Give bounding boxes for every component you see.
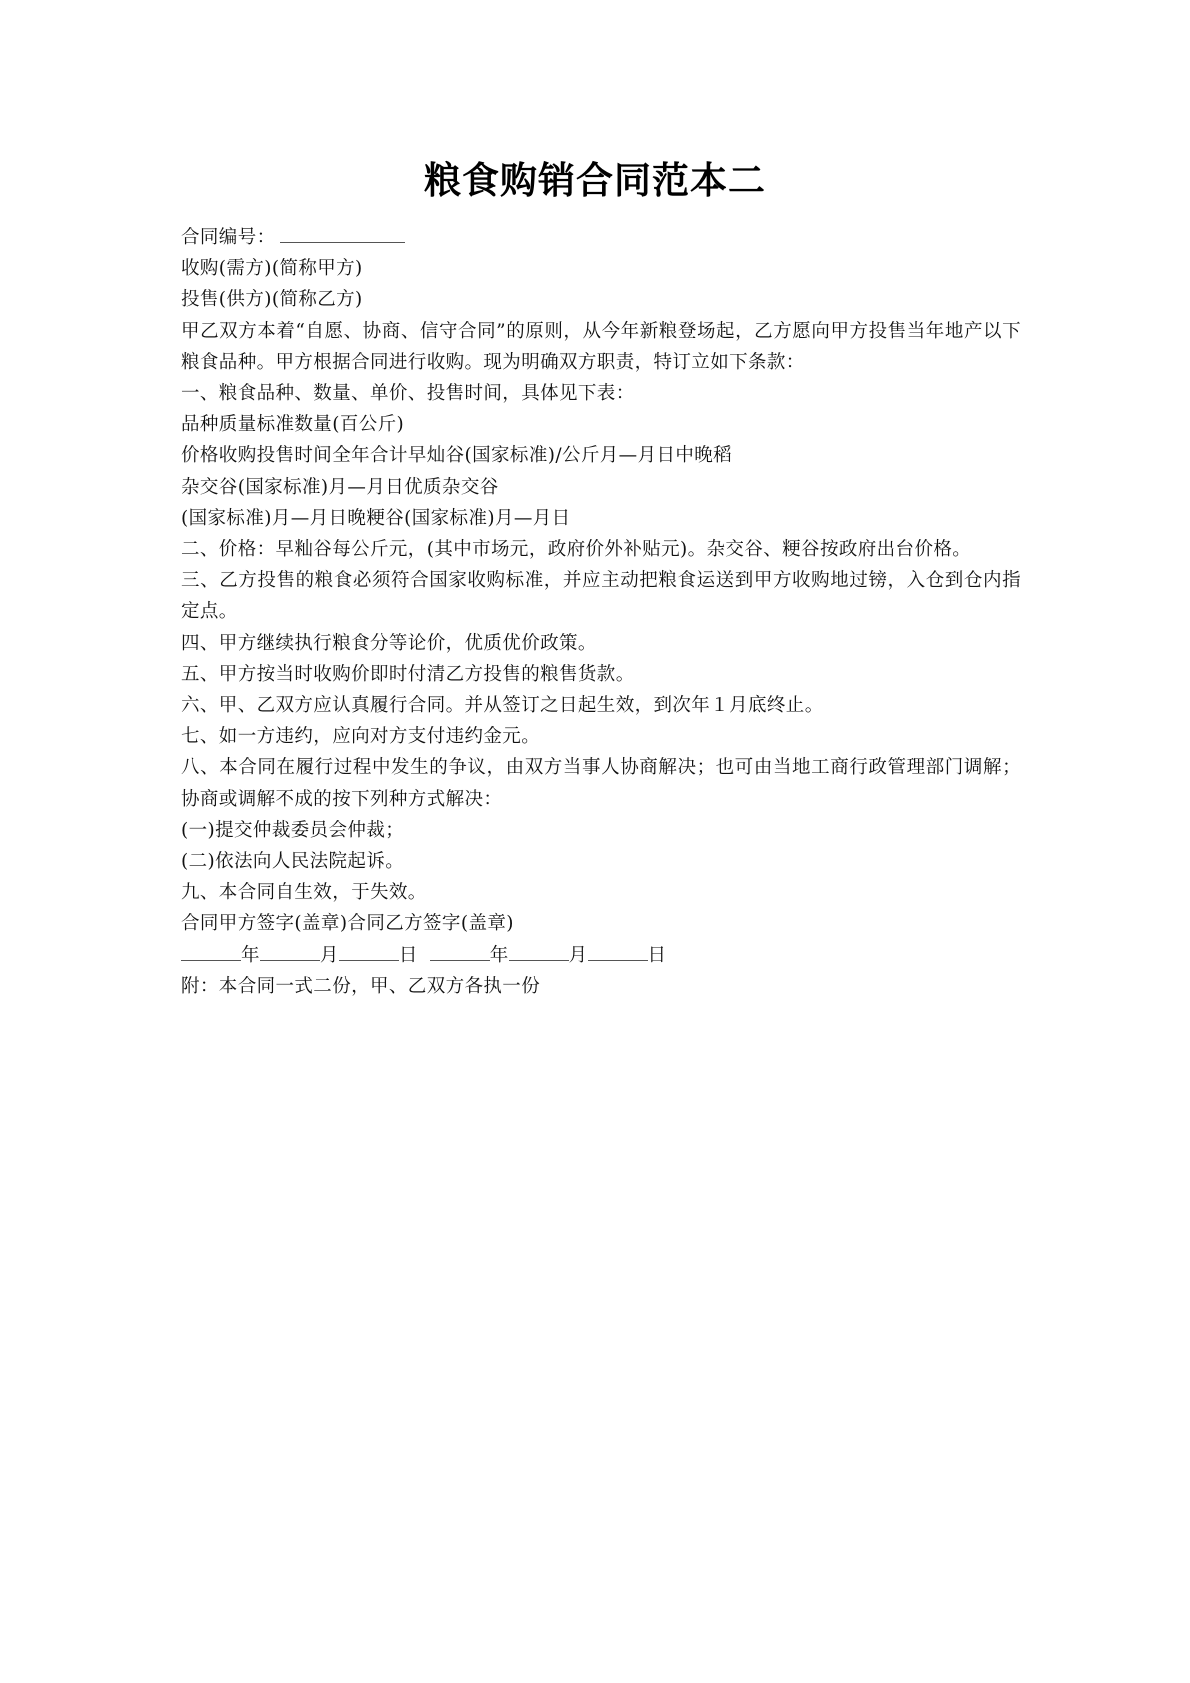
party-b-month-blank (509, 940, 569, 961)
party-a-day-blank (339, 940, 399, 961)
month-label: 月 (319, 944, 339, 966)
clause-1-heading: 一、粮食品种、数量、单价、投售时间，具体见下表： (181, 383, 635, 405)
day-label: 日 (647, 944, 667, 966)
party-b-day-blank (588, 940, 648, 961)
contract-number-line (181, 222, 1021, 253)
clause-5-payment: 五、甲方按当时收购价即时付清乙方投售的粮售货款。 (181, 663, 635, 685)
table-row-line: 杂交谷(国家标准)月—月日优质杂交谷 (181, 476, 499, 498)
date-line (181, 940, 1021, 971)
dispute-option-2: (二)依法向人民法院起诉。 (181, 851, 405, 873)
buyer-line: 收购(需方)(简称甲方) (181, 258, 363, 280)
dispute-option-1: (一)提交仲裁委员会仲裁； (181, 819, 405, 841)
clause-2-price: 二、价格：早籼谷每公斤元，(其中市场元，政府价外补贴元)。杂交谷、粳谷按政府出台价格。 (181, 539, 972, 561)
clause-3-standards: 三、乙方投售的粮食必须符合国家收购标准，并应主动把粮食运送到甲方收购地过镑，入仓到仓内指定点。 (181, 570, 1021, 623)
table-header-line: 品种质量标准数量(百公斤) (181, 414, 405, 436)
clause-9-effect: 九、本合同自生效，于失效。 (181, 882, 427, 904)
day-label: 日 (398, 944, 418, 966)
contract-number-label: 合同编号： (181, 227, 276, 248)
year-label: 年 (241, 944, 260, 966)
party-a-year-blank (181, 940, 241, 961)
intro-paragraph: 甲乙双方本着“自愿、协商、信守合同”的原则，从今年新粮登场起，乙方愿向甲方投售当年地产以下粮食品种。甲方根据合同进行收购。现为明确双方职责，特订立如下条款： (181, 320, 1021, 373)
footnote: 附：本合同一式二份，甲、乙双方各执一份 (181, 975, 541, 997)
table-row-line: (国家标准)月—月日晚粳谷(国家标准)月—月日 (181, 507, 571, 529)
month-label: 月 (568, 944, 588, 966)
clause-6-term: 六、甲、乙双方应认真履行合同。并从签订之日起生效，到次年１月底终止。 (181, 695, 824, 717)
signature-line: 合同甲方签字(盖章)合同乙方签字(盖章) (181, 913, 514, 935)
clause-8-disputes: 八、本合同在履行过程中发生的争议，由双方当事人协商解决；也可由当地工商行政管理部门调解；协商或调解不成的按下列种方式解决： (181, 757, 1021, 810)
party-b-year-blank (430, 940, 490, 961)
seller-line: 投售(供方)(简称乙方) (181, 289, 363, 311)
party-a-month-blank (260, 940, 320, 961)
contract-number-blank (280, 222, 405, 243)
clause-7-breach: 七、如一方违约，应向对方支付违约金元。 (181, 726, 541, 748)
table-row-line: 价格收购投售时间全年合计早灿谷(国家标准)/公斤月—月日中晚稻 (181, 445, 733, 467)
document-title: 粮食购销合同范本二 (424, 159, 766, 202)
clause-4-grading: 四、甲方继续执行粮食分等论价，优质优价政策。 (181, 632, 597, 654)
year-label: 年 (489, 944, 509, 966)
document-body (181, 222, 1021, 1002)
